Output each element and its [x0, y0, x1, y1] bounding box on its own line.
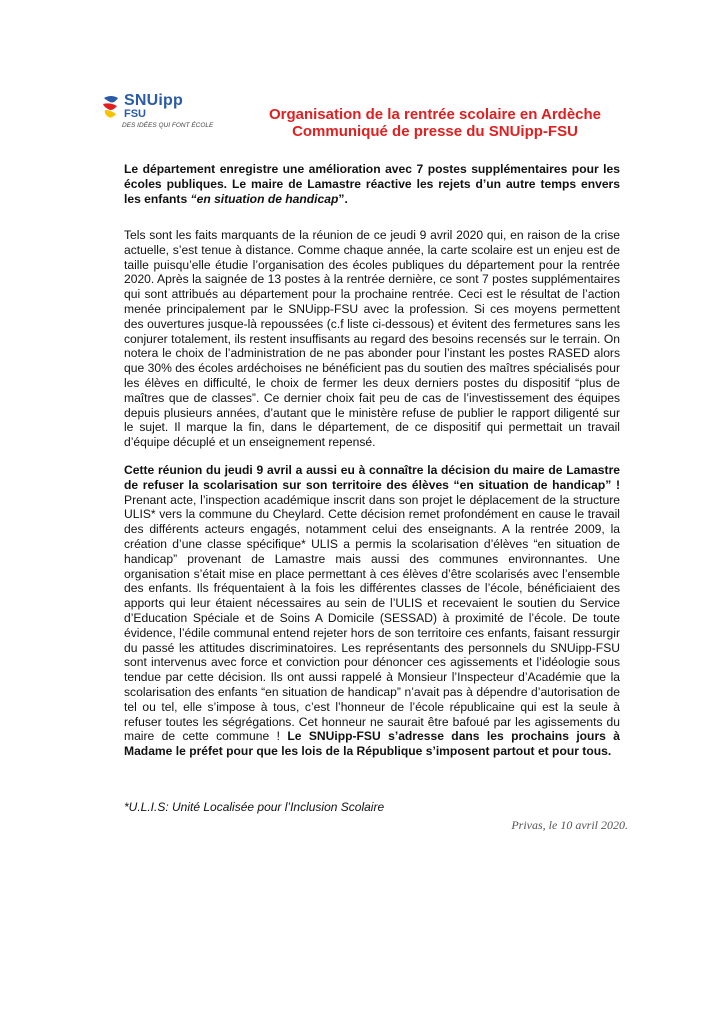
title-line-1: Organisation de la rentrée scolaire en Ardèche	[268, 106, 602, 123]
page-title	[235, 106, 635, 140]
logo-brand: SNUipp	[124, 92, 183, 109]
footnote: *U.L.I.S: Unité Localisée pour l’Inclusion Scolaire	[124, 800, 385, 814]
signature-date: Privas, le 10 avril 2020.	[511, 818, 628, 832]
p2-bold-intro: Cette réunion du jeudi 9 avril a aussi eu à connaître la décision du maire de Lamastre de refuser la scolarisation sur son territoire des élèves “en situation de handicap” !	[124, 463, 620, 492]
p2-bold-outro: Le SNUipp-FSU s’adresse dans les prochains jours à Madame le préfet pour que les lois de la République s’imposent partout et pour tous.	[124, 729, 620, 759]
logo-tagline: DES IDÉES QUI FONT ÉCOLE	[122, 122, 214, 129]
p2-body: Prenant acte, l’inspection académique inscrit dans son projet le déplacement de la structure ULIS* vers la commune du Cheylard. Cette décision remet profondément en cause le travail des différents acteurs engagés, notamment celui des enseignants. A la rentrée 2009, la création d’une classe spécifique* ULIS a permis la scolarisation d’élèves “en situation de handicap” provenant de Lamastre mais aussi des communes environnantes. Une organisation s’était mise en place permettant à ces élèves d’être scolarisés avec l’ensemble des enfants. Ils fréquentaient à la fois les différentes classes de l’école, bénéficiaient des apports qui leur étaient nécessaires au sein de l’ULIS et recevaient le soutien du Service d’Education Spéciale et de Soins A Domicile (SESSAD) à proximité de l’école. De toute évidence, l’édile communal entend rejeter hors de son territoire ces enfants, faisant ressurgir du passé les attitudes discriminatoires. Les représentants des personnels du SNUipp-FSU sont intervenus avec force et conviction pour dénoncer ces agissements et l’idéologie sous tendue par cette décision. Ils ont aussi rappelé à Monsieur l’Inspecteur d’Académie que la scolarisation des enfants “en situation de handicap” n’avait pas à dépendre d’autorisation de tel ou tel, elle s’impose à tous, c’est l’honneur de l’école républicaine qui est la seule à refuser toutes les ségrégations. Cet honneur ne saurait être bafoué par les agissements du maire de cette commune !	[124, 492, 620, 744]
logo-sub: FSU	[124, 108, 146, 120]
snuipp-fsu-logo	[100, 92, 214, 136]
lead-text: Le département enregistre une amélioration avec 7 postes supplémentaires pour les écoles publiques. Le maire de Lamastre réactive les rejets d’un autre temps envers les enfants	[124, 162, 620, 206]
title-line-2: Communiqué de presse du SNUipp-FSU	[292, 123, 578, 140]
logo-mark-icon	[100, 94, 122, 122]
lead-end: ”.	[338, 191, 348, 206]
lead-paragraph	[124, 162, 620, 206]
paragraph-2	[124, 463, 620, 759]
paragraph-1: Tels sont les faits marquants de la réunion de ce jeudi 9 avril 2020 qui, en raison de la crise actuelle, s’est tenue à distance. Comme chaque année, la carte scolaire est un enjeu est de taille puisqu’elle étudie l’organisation des écoles publiques du département pour la rentrée 2020. Après la saignée de 13 postes à la rentrée dernière, ce sont 7 postes supplémentaires qui sont attribués au département pour la prochaine rentrée. Ceci est le résultat de l’action menée principalement par le SNUipp-FSU avec la profession. Si ces moyens permettent des ouvertures jusque-là repoussées (c.f liste ci-dessous) et évitent des fermetures sans les conjurer totalement, ils restent insuffisants au regard des besoins recensés sur le terrain. On notera le choix de l’administration de ne pas abonder pour l’instant les postes RASED alors que 30% des écoles ardéchoises ne bénéficient pas du soutien des maîtres spécialisés pour les élèves en difficulté, le choix de fermer les deux derniers postes du dispositif “plus de maîtres que de classes”. Ce dernier choix fait peu de cas de l’investissement des équipes depuis plusieurs années, d’autant que le ministère refuse de publier le rapport diligenté sur le sujet. Il marque la fin, dans le département, de ce dispositif qui permettait un travail d’équipe décuplé et un enseignement repensé.	[124, 228, 620, 450]
lead-emphasis: “en situation de handicap	[190, 191, 339, 206]
